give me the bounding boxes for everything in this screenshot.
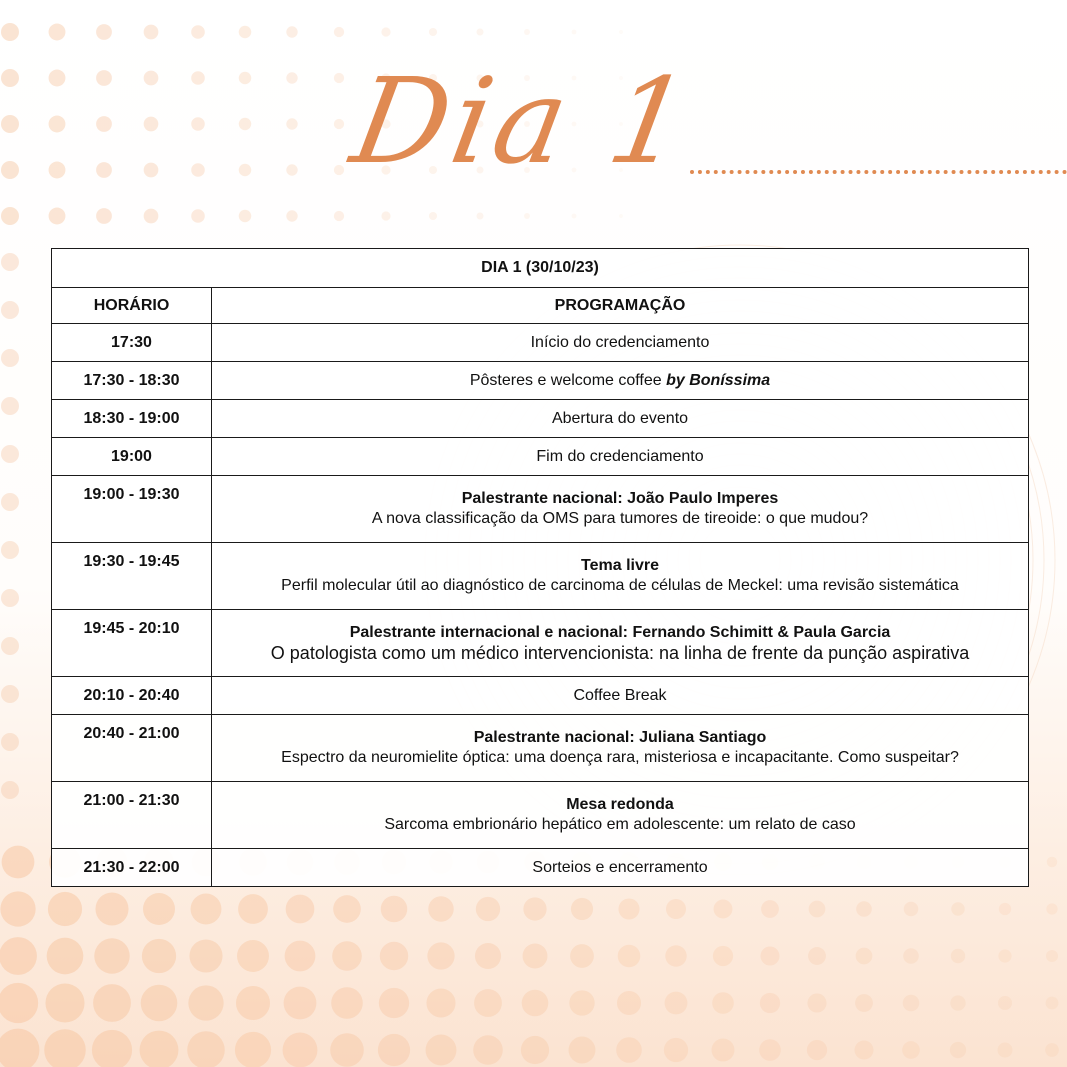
sponsor-text: by Boníssima xyxy=(666,371,771,389)
row-speaker: Palestrante nacional: Juliana Santiago xyxy=(473,729,767,746)
decorative-dot xyxy=(93,984,131,1022)
table-row xyxy=(52,362,1029,400)
decorative-dot xyxy=(48,892,82,926)
column-header-time: HORÁRIO xyxy=(52,288,212,324)
decorative-dot xyxy=(47,938,84,975)
row-speaker: Palestrante nacional: João Paulo Imperes xyxy=(461,490,779,507)
table-row xyxy=(52,400,1029,438)
decorative-dot xyxy=(1046,950,1058,962)
decorative-dot xyxy=(330,1033,364,1067)
decorative-dot xyxy=(1045,1043,1059,1057)
row-topic: Espectro da neuromielite óptica: uma doença rara, misteriosa e incapacitante. Como suspeitar? xyxy=(281,749,959,766)
decorative-dot xyxy=(380,942,408,970)
decorative-dot xyxy=(237,940,269,972)
decorative-dot xyxy=(617,991,641,1015)
decorative-dot xyxy=(951,902,964,915)
decorative-dot xyxy=(1,589,19,607)
row-time: 20:10 - 20:40 xyxy=(52,677,212,715)
day-header-row xyxy=(52,249,1029,288)
table-row xyxy=(52,715,1029,782)
decorative-dot xyxy=(807,1040,827,1060)
row-program xyxy=(212,543,1029,610)
decorative-dot xyxy=(1,733,19,751)
decorative-dot xyxy=(759,1039,781,1061)
decorative-dot xyxy=(378,1034,410,1066)
row-program: Sorteios e encerramento xyxy=(212,849,1029,887)
decorative-dot xyxy=(855,994,873,1012)
decorative-dot xyxy=(474,989,502,1017)
decorative-dot xyxy=(426,1035,457,1066)
table-row xyxy=(52,324,1029,362)
table-row xyxy=(52,782,1029,849)
decorative-dot xyxy=(714,900,733,919)
decorative-dot xyxy=(809,901,826,918)
decorative-dot xyxy=(1,349,19,367)
decorative-dot xyxy=(856,948,873,965)
row-time: 19:00 - 19:30 xyxy=(52,476,212,543)
decorative-dot xyxy=(142,939,176,973)
row-program xyxy=(212,715,1029,782)
decorative-dot xyxy=(0,983,38,1023)
row-program xyxy=(212,362,1029,400)
row-speaker: Palestrante internacional e nacional: Fernando Schimitt & Paula Garcia xyxy=(349,624,891,641)
decorative-dot xyxy=(475,943,501,969)
decorative-dot xyxy=(666,899,686,919)
decorative-dot xyxy=(333,895,361,923)
decorative-dot xyxy=(379,988,409,1018)
decorative-dot xyxy=(140,1031,179,1067)
decorative-dot xyxy=(807,993,826,1012)
decorative-dot xyxy=(1,301,19,319)
decorative-dot xyxy=(235,1032,271,1067)
decorative-dot xyxy=(760,993,780,1013)
row-time: 18:30 - 19:00 xyxy=(52,400,212,438)
table-row xyxy=(52,677,1029,715)
decorative-dot xyxy=(187,1031,225,1067)
decorative-dot xyxy=(712,992,734,1014)
decorative-dot xyxy=(618,898,639,919)
table-row xyxy=(52,849,1029,887)
decorative-dot xyxy=(1,637,19,655)
schedule-table xyxy=(51,248,1029,887)
row-time: 21:00 - 21:30 xyxy=(52,782,212,849)
decorative-dot xyxy=(998,1043,1013,1058)
row-time: 17:30 - 18:30 xyxy=(52,362,212,400)
row-time: 19:30 - 19:45 xyxy=(52,543,212,610)
decorative-dot xyxy=(1,397,19,415)
decorative-dot xyxy=(902,1041,920,1059)
decorative-dot xyxy=(665,992,688,1015)
decorative-dot xyxy=(1046,997,1059,1010)
decorative-dot xyxy=(998,949,1011,962)
decorative-dot xyxy=(950,995,965,1010)
decorative-dot xyxy=(903,995,920,1012)
decorative-dot xyxy=(712,1039,735,1062)
decorative-dot xyxy=(381,896,408,923)
decorative-dot xyxy=(285,941,316,972)
page-title: Dia 1 xyxy=(342,52,703,190)
decorative-dot xyxy=(665,945,686,966)
decorative-dot xyxy=(428,896,453,921)
decorative-dot xyxy=(760,946,779,965)
decorative-dot xyxy=(856,901,872,917)
decorative-dot xyxy=(476,897,500,921)
decorative-dot xyxy=(191,894,222,925)
decorative-dot xyxy=(1,781,19,799)
decorative-dot xyxy=(0,1029,39,1067)
title-dotted-rule xyxy=(690,170,1067,174)
decorative-dot xyxy=(473,1035,503,1065)
row-program xyxy=(212,782,1029,849)
decorative-dot xyxy=(143,893,175,925)
decorative-dot xyxy=(1,541,19,559)
decorative-dot xyxy=(808,947,826,965)
row-program xyxy=(212,610,1029,677)
decorative-dot xyxy=(855,1041,874,1060)
decorative-dot xyxy=(427,942,454,969)
table-row xyxy=(52,438,1029,476)
row-time: 19:00 xyxy=(52,438,212,476)
decorative-dot xyxy=(998,996,1012,1010)
decorative-dot xyxy=(189,939,222,972)
row-topic: Perfil molecular útil ao diagnóstico de carcinoma de células de Meckel: uma revisão sistemática xyxy=(281,577,959,594)
decorative-dot xyxy=(44,1029,86,1067)
decorative-dot xyxy=(904,902,919,917)
decorative-dot xyxy=(1,253,19,271)
decorative-dot xyxy=(95,892,128,925)
day-header: DIA 1 (30/10/23) xyxy=(52,249,1029,288)
decorative-dot xyxy=(426,988,455,1017)
decorative-dot xyxy=(521,1036,549,1064)
decorative-dot xyxy=(0,937,37,975)
decorative-dot xyxy=(999,903,1011,915)
decorative-dot xyxy=(1,445,19,463)
decorative-dot xyxy=(0,891,35,926)
decorative-dot xyxy=(1047,857,1057,867)
decorative-dot xyxy=(570,944,594,968)
row-topic: Sarcoma embrionário hepático em adolescente: um relato de caso xyxy=(384,816,856,833)
row-program: Início do credenciamento xyxy=(212,324,1029,362)
row-topic: A nova classificação da OMS para tumores de tireoide: o que mudou? xyxy=(371,510,869,527)
column-header-row xyxy=(52,288,1029,324)
decorative-dot xyxy=(950,1042,966,1058)
decorative-dot xyxy=(522,990,549,1017)
decorative-dot xyxy=(94,938,129,973)
row-program: Fim do credenciamento xyxy=(212,438,1029,476)
decorative-dot xyxy=(664,1038,688,1062)
decorative-dot xyxy=(569,990,594,1015)
table-row xyxy=(52,610,1029,677)
row-time: 19:45 - 20:10 xyxy=(52,610,212,677)
decorative-dot xyxy=(141,985,178,1022)
row-topic: O patologista como um médico intervencionista: na linha de frente da punção aspirativa xyxy=(270,643,970,663)
decorative-dot xyxy=(2,846,35,879)
decorative-dot xyxy=(332,941,362,971)
row-program: Abertura do evento xyxy=(212,400,1029,438)
row-time: 17:30 xyxy=(52,324,212,362)
row-time: 21:30 - 22:00 xyxy=(52,849,212,887)
decorative-dot xyxy=(1046,903,1057,914)
decorative-dot xyxy=(523,897,546,920)
row-program-text: Pôsteres e welcome coffee xyxy=(469,371,667,389)
decorative-dot xyxy=(236,986,270,1020)
decorative-dot xyxy=(523,944,548,969)
decorative-dot xyxy=(45,983,84,1022)
decorative-dot xyxy=(286,895,315,924)
decorative-dot xyxy=(903,948,919,964)
decorative-dot xyxy=(713,946,733,966)
row-time: 20:40 - 21:00 xyxy=(52,715,212,782)
decorative-dot xyxy=(188,985,223,1020)
row-program: Coffee Break xyxy=(212,677,1029,715)
decorative-dot xyxy=(571,898,593,920)
row-program xyxy=(212,476,1029,543)
decorative-dot xyxy=(92,1030,132,1067)
decorative-dot xyxy=(284,987,317,1020)
decorative-dot xyxy=(616,1037,642,1063)
decorative-dot xyxy=(761,900,779,918)
decorative-dot xyxy=(569,1037,596,1064)
decorative-dot xyxy=(238,894,268,924)
decorative-dot xyxy=(1,685,19,703)
decorative-dot xyxy=(283,1033,318,1067)
row-speaker: Tema livre xyxy=(581,557,659,574)
decorative-dot xyxy=(618,945,641,968)
table-row xyxy=(52,476,1029,543)
table-row xyxy=(52,543,1029,610)
column-header-program: PROGRAMAÇÃO xyxy=(212,288,1029,324)
row-speaker: Mesa redonda xyxy=(566,796,674,813)
decorative-dot xyxy=(1,493,19,511)
decorative-dot xyxy=(951,949,965,963)
decorative-dot xyxy=(331,987,363,1019)
